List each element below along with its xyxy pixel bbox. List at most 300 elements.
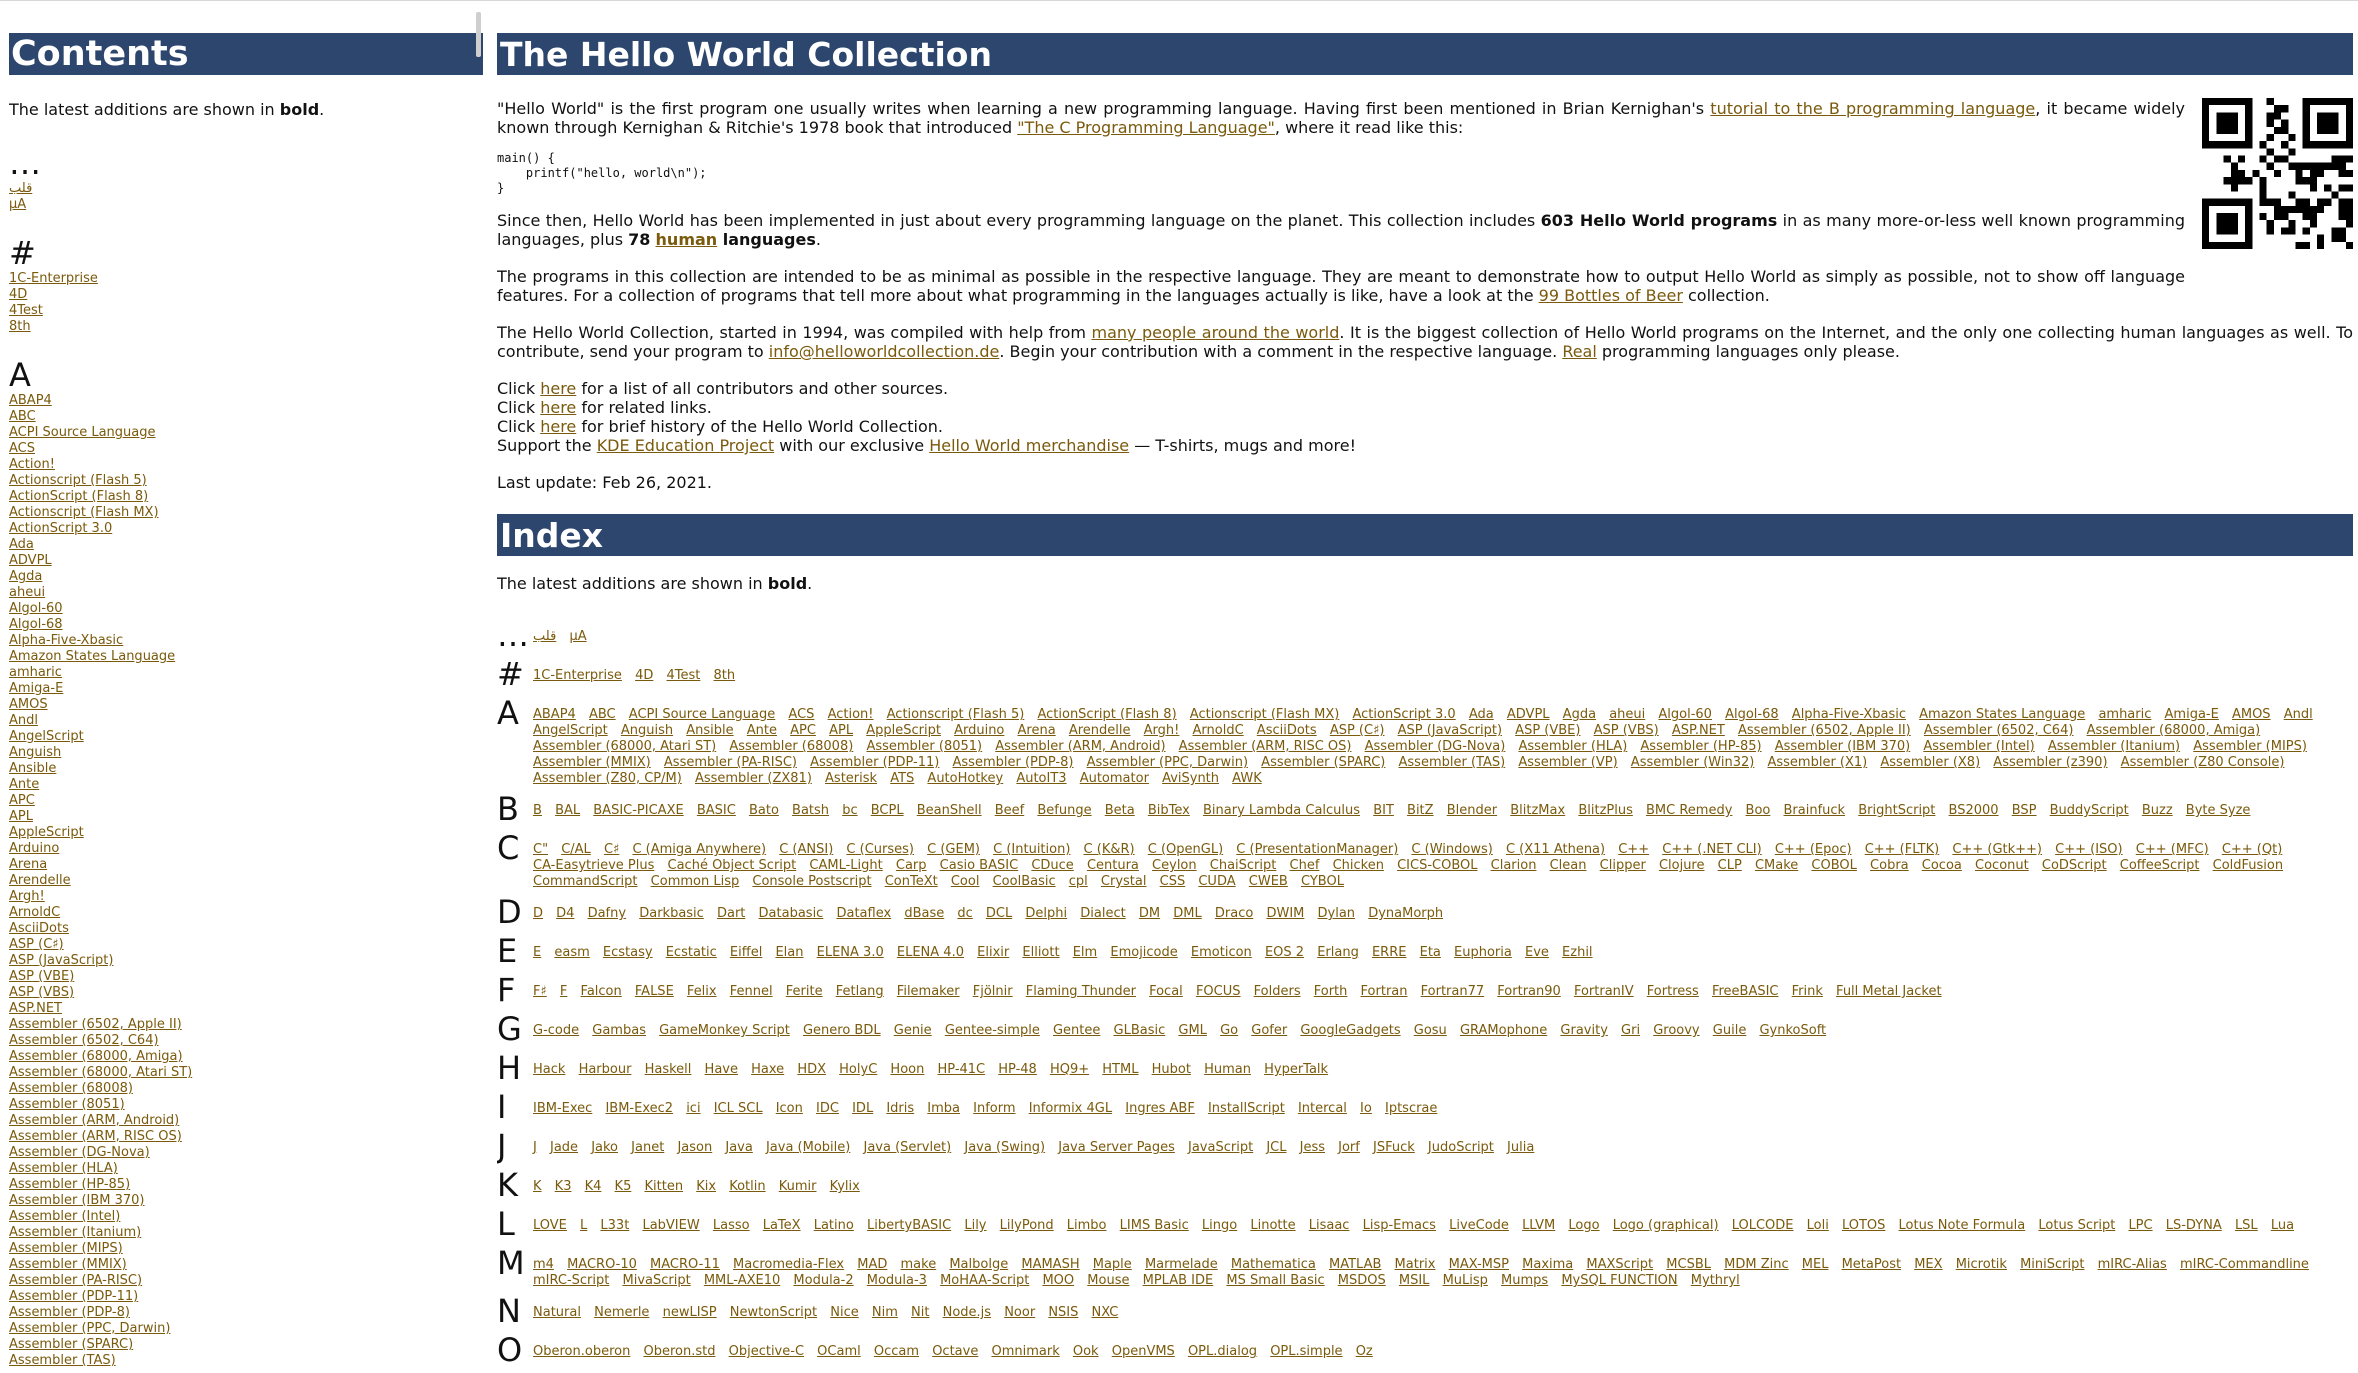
contents-link-apc[interactable]: APC xyxy=(9,793,35,808)
index-link-kitten[interactable]: Kitten xyxy=(644,1179,684,1194)
index-link-ms-small-basic[interactable]: MS Small Basic xyxy=(1226,1273,1325,1288)
index-link-cduce[interactable]: CDuce xyxy=(1031,858,1074,873)
index-link-idc[interactable]: IDC xyxy=(816,1101,839,1116)
contents-link-assembler-mips[interactable]: Assembler (MIPS) xyxy=(9,1241,123,1256)
index-link-c-al[interactable]: C/AL xyxy=(561,842,591,857)
index-link-nemerle[interactable]: Nemerle xyxy=(594,1305,650,1320)
contents-link-1c-enterprise[interactable]: 1C-Enterprise xyxy=(9,271,98,286)
index-link-asp-c[interactable]: ASP (C♯) xyxy=(1329,723,1385,738)
contents-link-amazon-states-language[interactable]: Amazon States Language xyxy=(9,649,176,664)
index-link-nice[interactable]: Nice xyxy=(830,1305,859,1320)
index-link-befunge[interactable]: Befunge xyxy=(1037,803,1092,818)
index-link-assembler-x8[interactable]: Assembler (X8) xyxy=(1880,755,1981,770)
index-link-ferite[interactable]: Ferite xyxy=(785,984,823,999)
index-link-advpl[interactable]: ADVPL xyxy=(1506,707,1550,722)
index-link-mel[interactable]: MEL xyxy=(1801,1257,1829,1272)
index-link-c-epoc[interactable]: C++ (Epoc) xyxy=(1774,842,1852,857)
index-link-java[interactable]: Java xyxy=(725,1140,753,1155)
index-link-openvms[interactable]: OpenVMS xyxy=(1111,1344,1175,1359)
index-link-julia[interactable]: Julia xyxy=(1507,1140,1535,1155)
contents-link-acpi-source-language[interactable]: ACPI Source Language xyxy=(9,425,156,440)
index-link-dcl[interactable]: DCL xyxy=(985,906,1013,921)
index-link-mex[interactable]: MEX xyxy=(1914,1257,1943,1272)
index-link-folders[interactable]: Folders xyxy=(1253,984,1301,999)
index-link-maxscript[interactable]: MAXScript xyxy=(1586,1257,1654,1272)
index-link-awk[interactable]: AWK xyxy=(1232,771,1262,786)
index-link-dynamorph[interactable]: DynaMorph xyxy=(1368,906,1444,921)
index-link-mdm-zinc[interactable]: MDM Zinc xyxy=(1724,1257,1789,1272)
index-link-lolcode[interactable]: LOLCODE xyxy=(1731,1218,1794,1233)
index-link-c-windows[interactable]: C (Windows) xyxy=(1411,842,1493,857)
index-link-assembler-dg-nova[interactable]: Assembler (DG-Nova) xyxy=(1364,739,1506,754)
index-link-lotos[interactable]: LOTOS xyxy=(1841,1218,1886,1233)
index-link-hq9[interactable]: HQ9+ xyxy=(1049,1062,1090,1077)
index-link-c-qt[interactable]: C++ (Qt) xyxy=(2221,842,2283,857)
index-link-byte-syze[interactable]: Byte Syze xyxy=(2185,803,2251,818)
index-link-eta[interactable]: Eta xyxy=(1419,945,1441,960)
index-link-bcpl[interactable]: BCPL xyxy=(870,803,904,818)
index-link-intercal[interactable]: Intercal xyxy=(1297,1101,1347,1116)
index-link-jsfuck[interactable]: JSFuck xyxy=(1373,1140,1415,1155)
index-link-ante[interactable]: Ante xyxy=(746,723,777,738)
index-link-ezhil[interactable]: Ezhil xyxy=(1562,945,1593,960)
index-link-maxima[interactable]: Maxima xyxy=(1522,1257,1574,1272)
index-link-jorf[interactable]: Jorf xyxy=(1338,1140,1360,1155)
index-link-k[interactable]: K xyxy=(533,1179,542,1194)
index-link-chef[interactable]: Chef xyxy=(1289,858,1320,873)
index-link-glbasic[interactable]: GLBasic xyxy=(1113,1023,1166,1038)
index-link-html[interactable]: HTML xyxy=(1102,1062,1139,1077)
index-link-judoscript[interactable]: JudoScript xyxy=(1427,1140,1494,1155)
index-link-jako[interactable]: Jako xyxy=(591,1140,619,1155)
index-link-c-mfc[interactable]: C++ (MFC) xyxy=(2135,842,2209,857)
index-link-jade[interactable]: Jade xyxy=(549,1140,579,1155)
index-link-cool[interactable]: Cool xyxy=(950,874,980,889)
contents-link-action[interactable]: Action! xyxy=(9,457,55,472)
index-link-iptscrae[interactable]: Iptscrae xyxy=(1384,1101,1438,1116)
index-link-fortran90[interactable]: Fortran90 xyxy=(1497,984,1561,999)
contents-link-assembler-8051[interactable]: Assembler (8051) xyxy=(9,1097,125,1112)
index-link-icl-scl[interactable]: ICL SCL xyxy=(713,1101,763,1116)
index-link-informix-4gl[interactable]: Informix 4GL xyxy=(1028,1101,1113,1116)
index-link-1c-enterprise[interactable]: 1C-Enterprise xyxy=(533,668,622,683)
index-link-gambas[interactable]: Gambas xyxy=(592,1023,646,1038)
index-link-assembler-hla[interactable]: Assembler (HLA) xyxy=(1518,739,1628,754)
index-link-mysql-function[interactable]: MySQL FUNCTION xyxy=(1561,1273,1678,1288)
contents-link-angelscript[interactable]: AngelScript xyxy=(9,729,84,744)
index-link-hdx[interactable]: HDX xyxy=(797,1062,827,1077)
index-link-acpi-source-language[interactable]: ACPI Source Language xyxy=(628,707,776,722)
index-link-freebasic[interactable]: FreeBASIC xyxy=(1711,984,1779,999)
index-link-kumir[interactable]: Kumir xyxy=(778,1179,817,1194)
index-link-microtik[interactable]: Microtik xyxy=(1955,1257,2007,1272)
contents-link-agda[interactable]: Agda xyxy=(9,569,43,584)
contents-link-assembler-ibm-370[interactable]: Assembler (IBM 370) xyxy=(9,1193,145,1208)
index-link-modula-3[interactable]: Modula-3 xyxy=(866,1273,927,1288)
index-link-boo[interactable]: Boo xyxy=(1745,803,1771,818)
contents-link-4test[interactable]: 4Test xyxy=(9,303,43,318)
index-link-focal[interactable]: Focal xyxy=(1149,984,1183,999)
index-link-maple[interactable]: Maple xyxy=(1092,1257,1132,1272)
index-link-assembler-ibm-370[interactable]: Assembler (IBM 370) xyxy=(1774,739,1911,754)
merchandise-link[interactable]: Hello World merchandise xyxy=(929,436,1130,455)
real-programming-link[interactable]: Real xyxy=(1562,342,1597,361)
index-link-blender[interactable]: Blender xyxy=(1446,803,1498,818)
sidebar-scrollbar[interactable] xyxy=(476,12,481,57)
index-link-genie[interactable]: Genie xyxy=(893,1023,932,1038)
index-link-janet[interactable]: Janet xyxy=(631,1140,665,1155)
index-link-holyc[interactable]: HolyC xyxy=(839,1062,878,1077)
index-link-algol-60[interactable]: Algol-60 xyxy=(1658,707,1712,722)
index-link-dbase[interactable]: dBase xyxy=(904,906,945,921)
index-link-felix[interactable]: Felix xyxy=(686,984,717,999)
index-link-nit[interactable]: Nit xyxy=(911,1305,930,1320)
index-link-euphoria[interactable]: Euphoria xyxy=(1454,945,1512,960)
index-link-newlisp[interactable]: newLISP xyxy=(662,1305,717,1320)
related-links-here-link[interactable]: here xyxy=(540,398,577,417)
index-link-make[interactable]: make xyxy=(900,1257,937,1272)
index-link-limbo[interactable]: Limbo xyxy=(1066,1218,1107,1233)
index-link-coffeescript[interactable]: CoffeeScript xyxy=(2119,858,2200,873)
index-link-arnoldc[interactable]: ArnoldC xyxy=(1192,723,1244,738)
index-link-mythryl[interactable]: Mythryl xyxy=(1690,1273,1740,1288)
index-link-lotus-note-formula[interactable]: Lotus Note Formula xyxy=(1898,1218,2026,1233)
contents-link-assembler-ppc-darwin[interactable]: Assembler (PPC, Darwin) xyxy=(9,1321,171,1336)
index-link-assembler-zx81[interactable]: Assembler (ZX81) xyxy=(694,771,812,786)
index-link-hack[interactable]: Hack xyxy=(533,1062,566,1077)
index-link-c-opengl[interactable]: C (OpenGL) xyxy=(1147,842,1224,857)
index-link-c[interactable]: C++ xyxy=(1618,842,1650,857)
history-here-link[interactable]: here xyxy=(540,417,577,436)
index-link-assembler-pa-risc[interactable]: Assembler (PA-RISC) xyxy=(663,755,797,770)
index-link-hubot[interactable]: Hubot xyxy=(1151,1062,1191,1077)
index-link-harbour[interactable]: Harbour xyxy=(578,1062,632,1077)
index-link-mohaa-script[interactable]: MoHAA-Script xyxy=(940,1273,1030,1288)
index-link-bc[interactable]: bc xyxy=(842,803,858,818)
email-link[interactable]: info@helloworldcollection.de xyxy=(768,342,1000,361)
index-link-d[interactable]: D xyxy=(533,906,544,921)
index-link-blitzplus[interactable]: BlitzPlus xyxy=(1578,803,1633,818)
index-link-eos-2[interactable]: EOS 2 xyxy=(1264,945,1305,960)
index-link-beanshell[interactable]: BeanShell xyxy=(916,803,982,818)
index-link-ecstatic[interactable]: Ecstatic xyxy=(665,945,717,960)
contents-link-argh[interactable]: Argh! xyxy=(9,889,45,904)
contents-link-alpha-five-xbasic[interactable]: Alpha-Five-Xbasic xyxy=(9,633,124,648)
index-link-aheui[interactable]: aheui xyxy=(1609,707,1646,722)
index-link-lua[interactable]: Lua xyxy=(2270,1218,2295,1233)
index-link-gravity[interactable]: Gravity xyxy=(1560,1023,1608,1038)
index-link-erlang[interactable]: Erlang xyxy=(1317,945,1359,960)
index-link-cybol[interactable]: CYBOL xyxy=(1301,874,1344,889)
index-link-dart[interactable]: Dart xyxy=(716,906,746,921)
contents-link-arnoldc[interactable]: ArnoldC xyxy=(9,905,61,920)
index-link-gosu[interactable]: Gosu xyxy=(1413,1023,1447,1038)
index-link-mad[interactable]: MAD xyxy=(857,1257,888,1272)
contents-link-assembler-hp-85[interactable]: Assembler (HP-85) xyxy=(9,1177,131,1192)
contents-link-asp-javascript[interactable]: ASP (JavaScript) xyxy=(9,953,114,968)
contents-link-assembler-itanium[interactable]: Assembler (Itanium) xyxy=(9,1225,142,1240)
index-link-algol-68[interactable]: Algol-68 xyxy=(1725,707,1779,722)
index-link-nim[interactable]: Nim xyxy=(871,1305,898,1320)
index-link-flaming-thunder[interactable]: Flaming Thunder xyxy=(1025,984,1136,999)
index-link-llvm[interactable]: LLVM xyxy=(1522,1218,1556,1233)
contents-link-ansible[interactable]: Ansible xyxy=(9,761,57,776)
index-link-have[interactable]: Have xyxy=(704,1062,738,1077)
index-link-macromedia-flex[interactable]: Macromedia-Flex xyxy=(733,1257,845,1272)
index-link-brainfuck[interactable]: Brainfuck xyxy=(1783,803,1846,818)
index-link-basic[interactable]: BASIC xyxy=(696,803,736,818)
index-link-hp-41c[interactable]: HP-41C xyxy=(937,1062,986,1077)
index-link-nsis[interactable]: NSIS xyxy=(1048,1305,1079,1320)
index-link-bit[interactable]: BIT xyxy=(1373,803,1394,818)
contents-link-advpl[interactable]: ADVPL xyxy=(9,553,52,568)
index-link-mplab-ide[interactable]: MPLAB IDE xyxy=(1142,1273,1214,1288)
index-link-haskell[interactable]: Haskell xyxy=(644,1062,692,1077)
index-link-assembler-itanium[interactable]: Assembler (Itanium) xyxy=(2047,739,2181,754)
index-link-ecstasy[interactable]: Ecstasy xyxy=(602,945,653,960)
index-link-mathematica[interactable]: Mathematica xyxy=(1230,1257,1316,1272)
index-link-assembler-tas[interactable]: Assembler (TAS) xyxy=(1398,755,1506,770)
index-link-cmake[interactable]: CMake xyxy=(1754,858,1799,873)
index-link-dc[interactable]: dc xyxy=(957,906,973,921)
index-link-ceylon[interactable]: Ceylon xyxy=(1152,858,1197,873)
index-link-c-presentationmanager[interactable]: C (PresentationManager) xyxy=(1236,842,1399,857)
contents-link-andl[interactable]: Andl xyxy=(9,713,38,728)
index-link-beef[interactable]: Beef xyxy=(994,803,1025,818)
contents-link-assembler-dg-nova[interactable]: Assembler (DG-Nova) xyxy=(9,1145,150,1160)
index-link-fj-lnir[interactable]: Fjölnir xyxy=(972,984,1013,999)
index-link-mirc-commandline[interactable]: mIRC-Commandline xyxy=(2179,1257,2309,1272)
index-link-f[interactable]: F xyxy=(559,984,568,999)
index-link-lilypond[interactable]: LilyPond xyxy=(999,1218,1054,1233)
contents-link-actionscript-flash-5[interactable]: Actionscript (Flash 5) xyxy=(9,473,147,488)
index-link-asterisk[interactable]: Asterisk xyxy=(825,771,878,786)
index-link-natural[interactable]: Natural xyxy=(533,1305,581,1320)
index-link-elliott[interactable]: Elliott xyxy=(1022,945,1060,960)
index-link-centura[interactable]: Centura xyxy=(1086,858,1139,873)
contents-link-algol-60[interactable]: Algol-60 xyxy=(9,601,63,616)
index-link-brightscript[interactable]: BrightScript xyxy=(1858,803,1936,818)
contents-link-assembler-intel[interactable]: Assembler (Intel) xyxy=(9,1209,121,1224)
contents-link-asp-c[interactable]: ASP (C♯) xyxy=(9,937,64,952)
contents-link-assembler-6502-apple-ii[interactable]: Assembler (6502, Apple II) xyxy=(9,1017,182,1032)
contents-link-abc[interactable]: ABC xyxy=(9,409,36,424)
index-link-livecode[interactable]: LiveCode xyxy=(1449,1218,1509,1233)
index-link-full-metal-jacket[interactable]: Full Metal Jacket xyxy=(1836,984,1942,999)
index-link-a[interactable]: µA xyxy=(569,629,587,644)
index-link-autohotkey[interactable]: AutoHotkey xyxy=(927,771,1004,786)
index-link-c-net-cli[interactable]: C++ (.NET CLI) xyxy=(1662,842,1762,857)
index-link-emoticon[interactable]: Emoticon xyxy=(1190,945,1252,960)
contents-link-item[interactable]: قلب xyxy=(9,181,33,196)
index-link-ansible[interactable]: Ansible xyxy=(686,723,734,738)
index-link-darkbasic[interactable]: Darkbasic xyxy=(639,906,704,921)
index-link-noor[interactable]: Noor xyxy=(1004,1305,1036,1320)
index-link-dwim[interactable]: DWIM xyxy=(1266,906,1305,921)
index-link-mamash[interactable]: MAMASH xyxy=(1021,1257,1080,1272)
index-link-io[interactable]: Io xyxy=(1360,1101,1372,1116)
index-link-c-intuition[interactable]: C (Intuition) xyxy=(993,842,1071,857)
index-link-l33t[interactable]: L33t xyxy=(600,1218,630,1233)
index-link-b[interactable]: B xyxy=(533,803,542,818)
index-link-forth[interactable]: Forth xyxy=(1313,984,1348,999)
index-link-coconut[interactable]: Coconut xyxy=(1975,858,2029,873)
index-link-asp-vbe[interactable]: ASP (VBE) xyxy=(1515,723,1581,738)
index-link-ocaml[interactable]: OCaml xyxy=(817,1344,861,1359)
contributors-here-link[interactable]: here xyxy=(540,379,577,398)
index-link-arendelle[interactable]: Arendelle xyxy=(1068,723,1131,738)
index-link-chicken[interactable]: Chicken xyxy=(1332,858,1384,873)
index-link-draco[interactable]: Draco xyxy=(1214,906,1254,921)
index-link-bibtex[interactable]: BibTex xyxy=(1147,803,1190,818)
index-link-matrix[interactable]: Matrix xyxy=(1394,1257,1436,1272)
index-link-autoit3[interactable]: AutoIT3 xyxy=(1016,771,1067,786)
index-link-opl-dialog[interactable]: OPL.dialog xyxy=(1187,1344,1258,1359)
index-link-c-iso[interactable]: C++ (ISO) xyxy=(2055,842,2123,857)
index-link-java-servlet[interactable]: Java (Servlet) xyxy=(863,1140,952,1155)
index-link-cobra[interactable]: Cobra xyxy=(1870,858,1909,873)
index-link-human[interactable]: Human xyxy=(1204,1062,1251,1077)
index-link-abc[interactable]: ABC xyxy=(588,707,616,722)
index-link-actionscript-flash-mx[interactable]: Actionscript (Flash MX) xyxy=(1189,707,1340,722)
contents-link-assembler-6502-c64[interactable]: Assembler (6502, C64) xyxy=(9,1033,159,1048)
index-link-falcon[interactable]: Falcon xyxy=(580,984,622,999)
index-link-go[interactable]: Go xyxy=(1220,1023,1239,1038)
index-link-elm[interactable]: Elm xyxy=(1072,945,1098,960)
index-link-latino[interactable]: Latino xyxy=(813,1218,854,1233)
index-link-icon[interactable]: Icon xyxy=(775,1101,803,1116)
index-link-crystal[interactable]: Crystal xyxy=(1100,874,1147,889)
index-link-lily[interactable]: Lily xyxy=(964,1218,987,1233)
contents-link-applescript[interactable]: AppleScript xyxy=(9,825,84,840)
contents-link-arduino[interactable]: Arduino xyxy=(9,841,60,856)
index-link-assembler-pdp-8[interactable]: Assembler (PDP-8) xyxy=(952,755,1074,770)
index-link-automator[interactable]: Automator xyxy=(1079,771,1149,786)
index-link-mml-axe10[interactable]: MML-AXE10 xyxy=(703,1273,781,1288)
index-link-fetlang[interactable]: Fetlang xyxy=(835,984,884,999)
index-link-cobol[interactable]: COBOL xyxy=(1811,858,1857,873)
contents-link-4d[interactable]: 4D xyxy=(9,287,28,302)
contents-link-abap4[interactable]: ABAP4 xyxy=(9,393,52,408)
index-link-carp[interactable]: Carp xyxy=(895,858,927,873)
contents-link-amiga-e[interactable]: Amiga-E xyxy=(9,681,64,696)
index-link-omnimark[interactable]: Omnimark xyxy=(991,1344,1060,1359)
index-link-c[interactable]: C" xyxy=(533,842,549,857)
index-link-buzz[interactable]: Buzz xyxy=(2141,803,2173,818)
index-link-occam[interactable]: Occam xyxy=(873,1344,920,1359)
index-link-jess[interactable]: Jess xyxy=(1299,1140,1325,1155)
index-link-angelscript[interactable]: AngelScript xyxy=(533,723,608,738)
index-link-logo[interactable]: Logo xyxy=(1568,1218,1600,1233)
index-link-assembler-mmix[interactable]: Assembler (MMIX) xyxy=(533,755,651,770)
index-link-lotus-script[interactable]: Lotus Script xyxy=(2038,1218,2116,1233)
index-link-c-curses[interactable]: C (Curses) xyxy=(846,842,914,857)
human-languages-link[interactable]: human xyxy=(655,230,718,249)
index-link-action[interactable]: Action! xyxy=(827,707,874,722)
contents-link-actionscript-flash-8[interactable]: ActionScript (Flash 8) xyxy=(9,489,149,504)
index-link-erre[interactable]: ERRE xyxy=(1371,945,1407,960)
index-link-bs2000[interactable]: BS2000 xyxy=(1948,803,1999,818)
contents-link-assembler-68000-amiga[interactable]: Assembler (68000, Amiga) xyxy=(9,1049,183,1064)
index-link-cweb[interactable]: CWEB xyxy=(1248,874,1288,889)
index-link-logo-graphical[interactable]: Logo (graphical) xyxy=(1612,1218,1719,1233)
index-link-c-fltk[interactable]: C++ (FLTK) xyxy=(1864,842,1940,857)
index-link-j[interactable]: J xyxy=(533,1140,537,1155)
index-link-fortraniv[interactable]: FortranIV xyxy=(1573,984,1634,999)
contents-link-assembler-pdp-11[interactable]: Assembler (PDP-11) xyxy=(9,1289,139,1304)
index-link-ibm-exec2[interactable]: IBM-Exec2 xyxy=(605,1101,674,1116)
index-link-blitzmax[interactable]: BlitzMax xyxy=(1510,803,1566,818)
index-link-assembler-68008[interactable]: Assembler (68008) xyxy=(729,739,854,754)
contents-link-amos[interactable]: AMOS xyxy=(9,697,48,712)
index-link-coldfusion[interactable]: ColdFusion xyxy=(2212,858,2284,873)
index-link-dataflex[interactable]: Dataflex xyxy=(836,906,892,921)
index-link-ingres-abf[interactable]: Ingres ABF xyxy=(1125,1101,1195,1116)
index-link-assembler-68000-atari-st[interactable]: Assembler (68000, Atari ST) xyxy=(533,739,717,754)
index-link-mivascript[interactable]: MivaScript xyxy=(622,1273,691,1288)
index-link-ibm-exec[interactable]: IBM-Exec xyxy=(533,1101,593,1116)
index-link-frink[interactable]: Frink xyxy=(1791,984,1823,999)
index-link-clojure[interactable]: Clojure xyxy=(1658,858,1705,873)
index-link-beta[interactable]: Beta xyxy=(1104,803,1135,818)
index-link-labview[interactable]: LabVIEW xyxy=(642,1218,700,1233)
index-link-guile[interactable]: Guile xyxy=(1712,1023,1747,1038)
index-link-assembler-pdp-11[interactable]: Assembler (PDP-11) xyxy=(810,755,940,770)
index-link-assembler-68000-amiga[interactable]: Assembler (68000, Amiga) xyxy=(2086,723,2261,738)
contents-link-actionscript-3-0[interactable]: ActionScript 3.0 xyxy=(9,521,113,536)
contents-link-apl[interactable]: APL xyxy=(9,809,33,824)
contents-link-assembler-arm-risc-os[interactable]: Assembler (ARM, RISC OS) xyxy=(9,1129,182,1144)
index-link-bsp[interactable]: BSP xyxy=(2011,803,2037,818)
index-link-assembler-hp-85[interactable]: Assembler (HP-85) xyxy=(1640,739,1762,754)
index-link-bal[interactable]: BAL xyxy=(555,803,581,818)
kde-education-link[interactable]: KDE Education Project xyxy=(596,436,775,455)
index-link-d4[interactable]: D4 xyxy=(556,906,575,921)
index-link-cpl[interactable]: cpl xyxy=(1068,874,1088,889)
index-link-ada[interactable]: Ada xyxy=(1468,707,1494,722)
index-link-idris[interactable]: Idris xyxy=(886,1101,915,1116)
index-link-mirc-alias[interactable]: mIRC-Alias xyxy=(2097,1257,2167,1272)
index-link-e[interactable]: E xyxy=(533,945,542,960)
index-link-c-ansi[interactable]: C (ANSI) xyxy=(779,842,834,857)
index-link-assembler-arm-risc-os[interactable]: Assembler (ARM, RISC OS) xyxy=(1178,739,1352,754)
index-link-c-gtk[interactable]: C++ (Gtk++) xyxy=(1952,842,2042,857)
index-link-lsl[interactable]: LSL xyxy=(2234,1218,2258,1233)
index-link-javascript[interactable]: JavaScript xyxy=(1188,1140,1254,1155)
contents-link-anguish[interactable]: Anguish xyxy=(9,745,62,760)
index-link-apc[interactable]: APC xyxy=(790,723,816,738)
index-link-actionscript-flash-8[interactable]: ActionScript (Flash 8) xyxy=(1037,707,1177,722)
index-link-cics-cobol[interactable]: CICS-COBOL xyxy=(1397,858,1478,873)
index-link-moo[interactable]: MOO xyxy=(1042,1273,1075,1288)
index-link-common-lisp[interactable]: Common Lisp xyxy=(650,874,740,889)
contents-link-assembler-hla[interactable]: Assembler (HLA) xyxy=(9,1161,118,1176)
contents-link-asp-vbe[interactable]: ASP (VBE) xyxy=(9,969,75,984)
index-link-cocoa[interactable]: Cocoa xyxy=(1921,858,1962,873)
index-link-amiga-e[interactable]: Amiga-E xyxy=(2164,707,2219,722)
index-link-elixir[interactable]: Elixir xyxy=(977,945,1010,960)
index-link-groovy[interactable]: Groovy xyxy=(1653,1023,1700,1038)
index-link-databasic[interactable]: Databasic xyxy=(758,906,824,921)
index-link-c-k-r[interactable]: C (K&R) xyxy=(1083,842,1135,857)
index-link-dml[interactable]: DML xyxy=(1173,906,1202,921)
contents-link-a[interactable]: µA xyxy=(9,197,27,212)
index-link-elena-4-0[interactable]: ELENA 4.0 xyxy=(896,945,964,960)
index-link-oz[interactable]: Oz xyxy=(1355,1344,1373,1359)
index-link-fennel[interactable]: Fennel xyxy=(729,984,773,999)
index-link-lims-basic[interactable]: LIMS Basic xyxy=(1119,1218,1189,1233)
index-link-inform[interactable]: Inform xyxy=(973,1101,1016,1116)
